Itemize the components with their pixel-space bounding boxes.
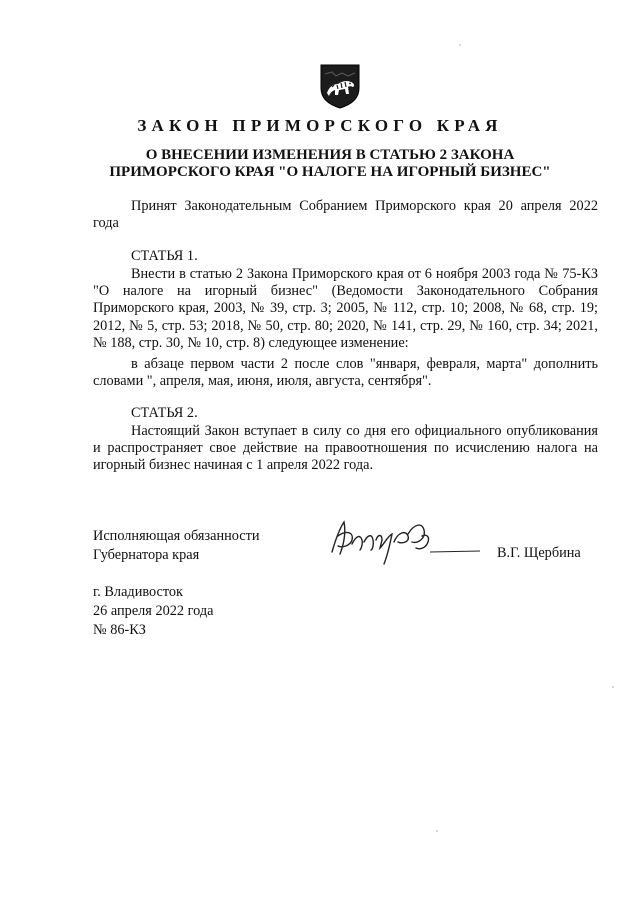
signatory-name: В.Г. Щербина <box>497 545 581 561</box>
footer-date: 26 апреля 2022 года <box>93 603 214 619</box>
handwritten-signature <box>322 514 482 574</box>
article-2-heading: СТАТЬЯ 2. <box>131 405 198 421</box>
law-title: ЗАКОН ПРИМОРСКОГО КРАЯ <box>137 116 503 135</box>
footer-number: № 86-КЗ <box>93 622 146 638</box>
document-footer <box>93 583 214 640</box>
coat-of-arms-icon <box>318 62 362 110</box>
footer-city: г. Владивосток <box>93 584 183 600</box>
article-1-paragraph-2: в абзаце первом части 2 после слов "января, февраля, марта" дополнить словами ", апреля, мая, июня, июля, августа, сентября". <box>93 356 598 390</box>
subtitle-line-1: О ВНЕСЕНИИ ИЗМЕНЕНИЯ В СТАТЬЮ 2 ЗАКОНА <box>145 147 515 163</box>
law-subtitle <box>60 147 600 181</box>
position-line-1: Исполняющая обязанности <box>93 528 260 544</box>
adoption-statement: Принят Законодательным Собранием Приморского края 20 апреля 2022 года <box>93 198 598 232</box>
article-1-paragraph-1: Внести в статью 2 Закона Приморского края от 6 ноября 2003 года № 75-КЗ "О налоге на игорный бизнес" (Ведомости Законодательного Собрания Приморского края, 2003, № 39, стр. 3; 2005, № 112, стр. 10; 2008, № 68, стр. 19; 2012, № 5, стр. 53; 2018, № 50, стр. 80; 2020, № 141, стр. 29, № 160, стр. 34; 2021, № 188, стр. 30, № 10, стр. 8) следующее изменение: <box>93 266 598 351</box>
article-2-paragraph-1: Настоящий Закон вступает в силу со дня его официального опубликования и распространяет свое действие на правоотношения по исчислению налога на игорный бизнес начиная с 1 апреля 2022 года. <box>93 423 598 474</box>
scan-speck <box>436 830 438 832</box>
article-1-heading: СТАТЬЯ 1. <box>131 248 198 264</box>
signatory-position <box>93 527 260 565</box>
scan-speck <box>459 44 461 46</box>
position-line-2: Губернатора края <box>93 547 200 563</box>
scan-speck <box>612 686 614 688</box>
subtitle-line-2: ПРИМОРСКОГО КРАЯ "О НАЛОГЕ НА ИГОРНЫЙ БИЗНЕС" <box>109 164 551 180</box>
